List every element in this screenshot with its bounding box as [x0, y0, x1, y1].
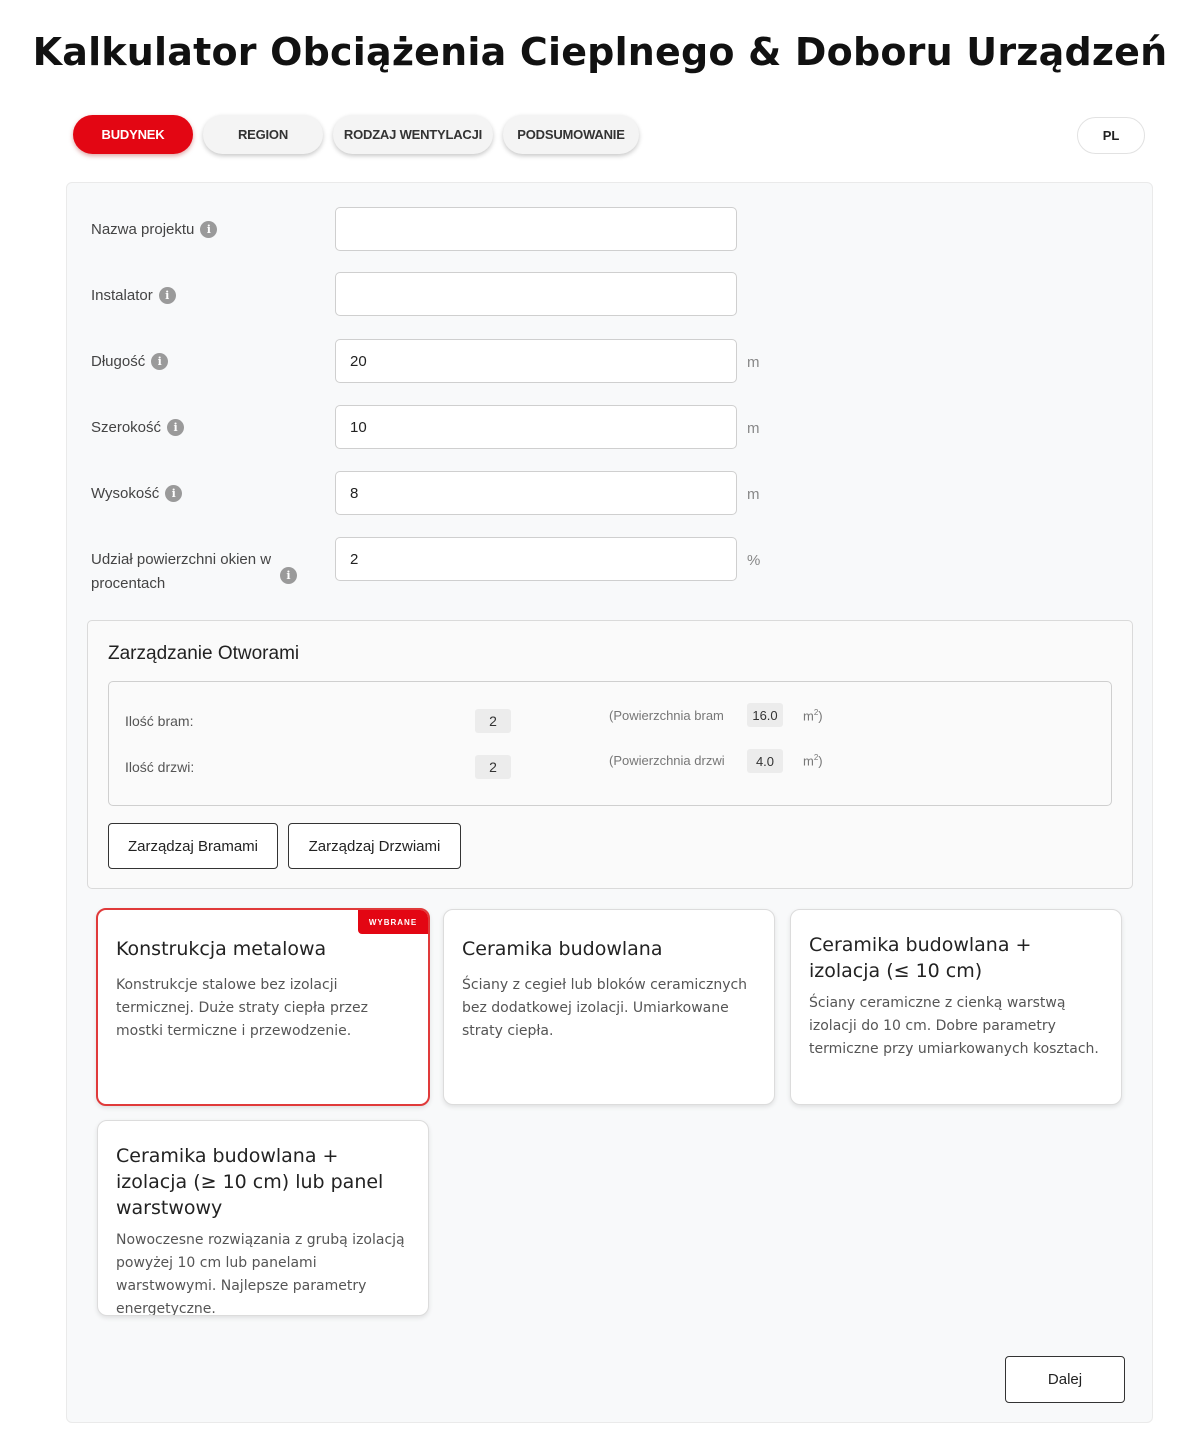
installer-input[interactable] — [335, 272, 737, 316]
gates-count-label: Ilość bram: — [125, 713, 194, 729]
manage-doors-button[interactable]: Zarządzaj Drzwiami — [288, 823, 461, 869]
gates-area-unit — [803, 708, 823, 723]
construction-card-metal[interactable] — [96, 908, 430, 1106]
width-label-text: Szerokość — [91, 419, 162, 436]
doors-area-value: 4.0 — [747, 749, 783, 773]
manage-gates-button[interactable]: Zarządzaj Bramami — [108, 823, 278, 869]
gates-area-unit-text: m — [803, 708, 814, 724]
height-label — [91, 485, 182, 502]
doors-area-close: ) — [818, 753, 823, 769]
card-title: Ceramika budowlana + izolacja (≥ 10 cm) lub panel warstwowy — [116, 1145, 384, 1219]
openings-panel — [87, 620, 1133, 889]
project-name-label — [91, 221, 217, 238]
doors-area-label: (Powierzchnia drzwi — [609, 753, 725, 768]
gates-count: 2 — [475, 709, 511, 733]
squared-superscript: 2 — [813, 708, 819, 717]
installer-label — [91, 287, 176, 304]
selected-badge: WYBRANE — [358, 910, 428, 934]
openings-title: Zarządzanie Otworami — [108, 643, 300, 664]
page-title: Kalkulator Obciążenia Cieplnego & Doboru Urządzeń — [32, 30, 1168, 74]
length-input[interactable] — [335, 339, 737, 383]
next-button[interactable]: Dalej — [1005, 1356, 1125, 1403]
width-label — [91, 419, 184, 436]
width-unit: m — [747, 420, 760, 437]
card-title: Ceramika budowlana + izolacja (≤ 10 cm) — [809, 934, 1032, 982]
length-unit: m — [747, 354, 760, 371]
length-label — [91, 353, 168, 370]
tab-rodzaj-wentylacji[interactable]: RODZAJ WENTYLACJI — [333, 115, 493, 154]
height-unit: m — [747, 486, 760, 503]
doors-count: 2 — [475, 755, 511, 779]
tab-podsumowanie[interactable]: PODSUMOWANIE — [503, 115, 639, 154]
card-description: Konstrukcje stalowe bez izolacji termicznej. Duże straty ciepła przez mostki termiczne i przewodzenie. — [116, 977, 368, 1039]
construction-card-ceramic-thin-insulation[interactable] — [790, 909, 1122, 1105]
info-icon[interactable]: i — [167, 419, 184, 436]
card-description: Nowoczesne rozwiązania z grubą izolacją powyżej 10 cm lub panelami warstwowymi. Najlepsze parametry energetyczne. — [116, 1232, 405, 1316]
construction-card-ceramic-thick-insulation[interactable] — [97, 1120, 429, 1316]
windows-share-unit: % — [747, 552, 761, 569]
project-name-label-text: Nazwa projektu — [91, 221, 195, 238]
squared-superscript: 2 — [813, 753, 819, 762]
card-title: Konstrukcja metalowa — [116, 938, 327, 960]
language-button[interactable]: PL — [1077, 117, 1145, 154]
doors-count-label: Ilość drzwi: — [125, 759, 195, 775]
installer-label-text: Instalator — [91, 287, 153, 304]
gates-area-label: (Powierzchnia bram — [609, 708, 724, 723]
openings-summary — [108, 681, 1112, 806]
windows-share-input[interactable] — [335, 537, 737, 581]
width-input[interactable] — [335, 405, 737, 449]
doors-area-unit — [803, 753, 823, 768]
construction-card-ceramic[interactable] — [443, 909, 775, 1105]
height-input[interactable] — [335, 471, 737, 515]
gates-area-close: ) — [818, 708, 823, 724]
height-label-text: Wysokość — [91, 485, 160, 502]
tab-budynek[interactable]: BUDYNEK — [73, 115, 193, 154]
info-icon[interactable]: i — [280, 567, 297, 584]
tab-region[interactable]: REGION — [203, 115, 323, 154]
doors-area-unit-text: m — [803, 753, 814, 769]
gates-area-value: 16.0 — [747, 703, 783, 727]
card-description: Ściany z cegieł lub bloków ceramicznych bez dodatkowej izolacji. Umiarkowane straty ciepła. — [462, 977, 748, 1039]
card-title: Ceramika budowlana — [462, 938, 663, 960]
info-icon[interactable]: i — [151, 353, 168, 370]
building-form-panel — [66, 182, 1153, 1423]
windows-share-label — [91, 548, 281, 596]
card-description: Ściany ceramiczne z cienką warstwą izolacji do 10 cm. Dobre parametry termiczne przy umiarkowanych kosztach. — [809, 995, 1099, 1057]
info-icon[interactable]: i — [159, 287, 176, 304]
windows-share-label-text: Udział powierzchni okien w procentach — [91, 551, 272, 592]
info-icon[interactable]: i — [200, 221, 217, 238]
length-label-text: Długość — [91, 353, 146, 370]
info-icon[interactable]: i — [165, 485, 182, 502]
project-name-input[interactable] — [335, 207, 737, 251]
step-tabs — [73, 115, 639, 154]
